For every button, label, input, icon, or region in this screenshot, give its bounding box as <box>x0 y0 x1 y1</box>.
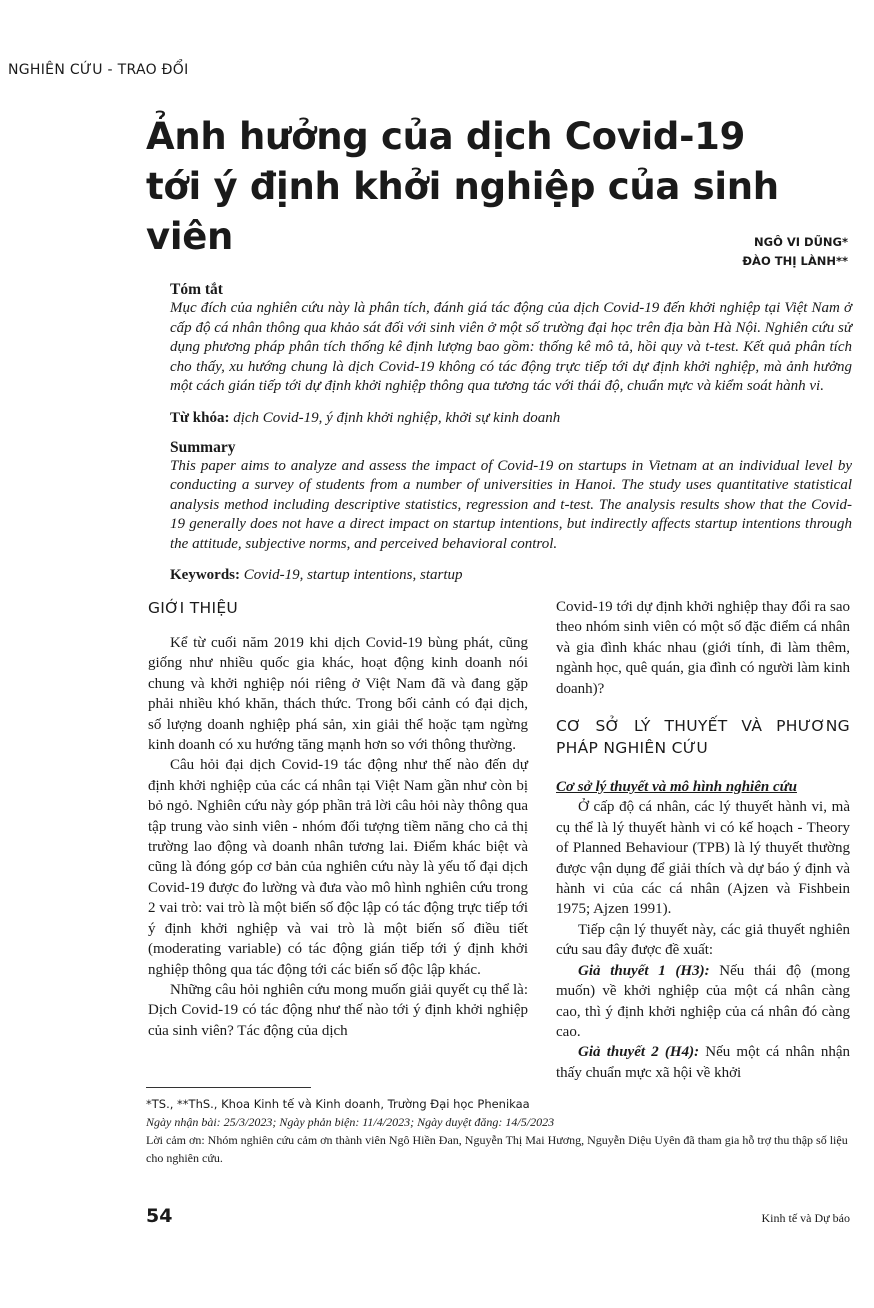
hypothesis-2 <box>556 1042 850 1083</box>
body-columns <box>148 597 850 1083</box>
keywords-text: Covid-19, startup intentions, startup <box>243 567 463 583</box>
title-line-1: Ảnh hưởng của dịch Covid-19 <box>146 115 746 158</box>
author-2: ĐÀO THỊ LÀNH** <box>742 254 848 268</box>
abstract-heading: Tóm tắt <box>170 281 223 298</box>
footnote-acknowledgement: Lời cảm ơn: Nhóm nghiên cứu cảm ơn thành viên Ngô Hiền Đan, Nguyễn Thị Mai Hương, Nguyễn Diệu Uyên đã tham gia hỗ trợ thu thập số liệu cho nghiên cứu. <box>146 1133 848 1166</box>
keywords-label: Keywords: <box>170 567 240 583</box>
page-footer <box>146 1205 850 1267</box>
summary-heading: Summary <box>170 438 236 456</box>
abstract-text: Mục đích của nghiên cứu này là phân tích, đánh giá tác động của dịch Covid-19 đến khởi nghiệp tại Việt Nam ở cấp độ cá nhân thông qua khảo sát đối với sinh viên ở một số trường đại học trên địa bàn Hà Nội. Nghiên cứu sử dụng phương pháp phân tích thống kê định lượng bao gồm: thống kê mô tả, hồi quy và t-test. Kết quả phân tích cho thấy, xu hướng chung là dịch Covid-19 không có tác động trực tiếp tới dự định khởi nghiệp, mà ảnh hưởng một cách gián tiếp tới dự định khởi nghiệp thông qua tương tác với thái độ, chuẩn mực và kiểm soát hành vi. <box>170 300 852 394</box>
keywords-text: dịch Covid-19, ý định khởi nghiệp, khởi sự kinh doanh <box>233 409 561 426</box>
footnote-dates: Ngày nhận bài: 25/3/2023; Ngày phản biện: 11/4/2023; Ngày duyệt đăng: 14/5/2023 <box>146 1115 555 1130</box>
hypothesis-label: Giả thuyết 2 (H4): <box>578 1044 700 1061</box>
summary-text: This paper aims to analyze and assess the impact of Covid-19 on startups in Vietnam at an individual level by conducting a survey of students from a number of universities in Hanoi. The study uses quantitative statistical analysis method including descriptive statistics, regression and t-test. The analysis results show that the Covid-19 generally does not have a direct impact on startup intentions, but indirectly affects startup intentions through the attitude, subjective norms, and perceived behavioral control. <box>170 457 852 552</box>
page-number: 54 <box>146 1205 173 1228</box>
title-line-2: tới ý định khởi nghiệp của sinh viên <box>146 165 779 258</box>
subsection-heading: Cơ sở lý thuyết và mô hình nghiên cứu <box>556 779 797 796</box>
section-heading-theory: CƠ SỞ LÝ THUYẾT VÀ PHƯƠNG PHÁP NGHIÊN CỨU <box>556 717 850 758</box>
paragraph: Những câu hỏi nghiên cứu mong muốn giải quyết cụ thể là: Dịch Covid-19 có tác động như thế nào tới ý định khởi nghiệp của sinh viên? Tác động của dịch <box>148 981 528 1039</box>
paragraph: Kể từ cuối năm 2019 khi dịch Covid-19 bùng phát, cũng giống như nhiều quốc gia khác, hoạt động kinh doanh nói chung và khởi nghiệp nói riêng ở Việt Nam đã và đang gặp phải nhiều khó khăn, thách thức. Trong bối cảnh có đại dịch, số lượng doanh nghiệp phá sản, xin giải thể hoặc tạm ngừng kinh doanh có xu hướng tăng mạnh hơn so với thông thường. <box>148 635 528 754</box>
paragraph: Tiếp cận lý thuyết này, các giả thuyết nghiên cứu sau đây được đề xuất: <box>556 921 850 959</box>
author-1: NGÔ VI DŨNG* <box>754 235 848 249</box>
keywords-vietnamese <box>170 409 852 428</box>
journal-name: Kinh tế và Dự báo <box>761 1211 850 1226</box>
section-heading-introduction: GIỚI THIỆU <box>148 599 239 617</box>
body-column-left <box>148 597 528 1083</box>
hypothesis-text: Nếu thái độ (mong muốn) về khởi nghiệp của một cá nhân càng cao, thì ý định khởi nghiệp của cá nhân đó càng cao. <box>556 962 850 1040</box>
abstract-english <box>170 438 852 555</box>
footnote-divider <box>146 1087 311 1088</box>
paragraph: Covid-19 tới dự định khởi nghiệp thay đổi ra sao theo nhóm sinh viên có một số đặc điểm cá nhân và gia đình khác nhau (giới tính, đi làm thêm, ngành học, quê quán, gia đình có người làm kinh doanh)? <box>556 599 850 697</box>
hypothesis-1 <box>556 961 850 1043</box>
hypothesis-text: Nếu một cá nhân nhận thấy chuẩn mực xã hội về khởi <box>556 1044 850 1081</box>
keywords-english <box>170 566 852 585</box>
body-column-right <box>556 597 850 1083</box>
footnotes <box>146 1095 856 1167</box>
keywords-label: Từ khóa: <box>170 409 230 426</box>
abstract-vietnamese <box>170 280 852 397</box>
hypothesis-label: Giả thuyết 1 (H3): <box>578 962 710 979</box>
footnote-affiliation: *TS., **ThS., Khoa Kinh tế và Kinh doanh, Trường Đại học Phenikaa <box>146 1097 530 1112</box>
section-label: NGHIÊN CỨU - TRAO ĐỔI <box>8 62 189 78</box>
paragraph: Câu hỏi đại dịch Covid-19 tác động như thế nào đến dự định khởi nghiệp của các cá nhân tại Việt Nam gần như còn bị bỏ ngỏ. Nghiên cứu này góp phần trả lời câu hỏi này thông qua tập trung vào sinh viên - nhóm đối tượng tiềm năng cho cả thị trường lao động và doanh nhân tương lai. Điểm khác biệt và cũng là đóng góp cơ bản của nghiên cứu này là yếu tố đại dịch Covid-19 được đo lường và đưa vào mô hình nghiên cứu trong 2 vai trò: vai trò là một biến số độc lập có tác động trực tiếp tới ý định khởi nghiệp và vai trò là một biến số điều tiết (moderating variable) có tác động gián tiếp tới ý định khởi nghiệp thông qua tác động tới các biến số độc lập khác. <box>148 757 528 978</box>
paragraph: Ở cấp độ cá nhân, các lý thuyết hành vi, mà cụ thể là lý thuyết hành vi có kế hoạch - Theory of Planned Behaviour (TPB) là lý thuyết thường được vận dụng để giải thích và dự báo ý định và hành vi của các cá nhân (Ajzen và Fishbein 1975; Ajzen 1991). <box>556 799 850 918</box>
